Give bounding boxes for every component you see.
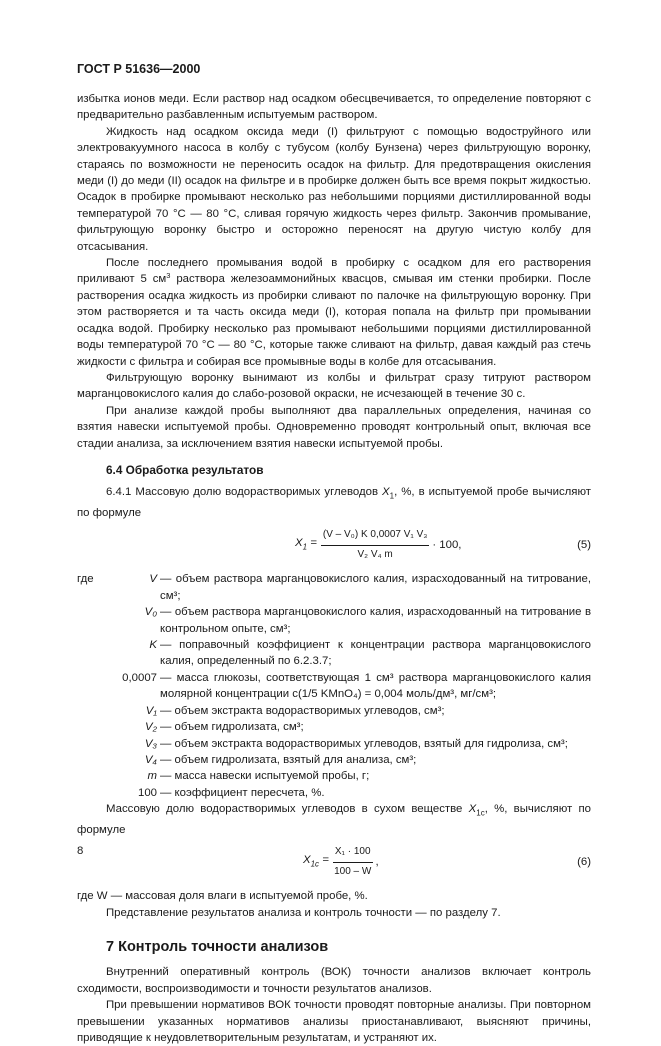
definition-symbol [77,752,160,768]
paragraph: Представление результатов анализа и контроль точности — по разделу 7. [106,906,501,919]
symbol: X [303,853,311,866]
section-heading-6-4: 6.4 Обработка результатов [106,462,264,477]
paragraph: Внутренний оперативный контроль (ВОК) точности анализов включает контроль сходимости, воспроизводимости и точности результатов анализов. [77,966,591,995]
definition-symbol [77,604,160,637]
formula-lhs [303,852,329,873]
text-run: , %, в испытуемой пробе вычисляют по формуле [77,486,591,520]
symbol: V₁ [145,704,157,717]
definition-text: — объем экстракта водорастворимых углеводов, см³; [160,704,445,717]
definition-text: — объем гидролизата, см³; [160,721,304,734]
definition-row [77,785,591,801]
formula-lhs [295,535,317,556]
definition-symbol [77,571,160,604]
section-heading-7: 7 Контроль точности анализов [106,939,329,956]
definition-text: — коэффициент пересчета, %. [160,786,325,799]
formula-body [303,844,379,880]
definition-text: — объем раствора марганцовокислого калия, израсходованный на титрование в контрольном опыте, см³; [160,606,591,635]
definition-text: — объем раствора марганцовокислого калия, израсходованный на титрование, см³; [160,573,591,602]
symbol: X [295,537,303,549]
symbol-definitions [77,571,591,801]
formula-5 [77,525,591,569]
equals: = [307,537,317,549]
definition-text: — объем экстракта водорастворимых углеводов, взятый для гидролиза, см³; [160,737,568,750]
definition-row [77,637,591,670]
subscript: 1c [310,859,320,869]
symbol: V₃ [144,737,157,750]
formula-6 [77,842,591,886]
symbol: X [468,803,477,816]
definition-text: — масса навески испытуемой пробы, г; [160,770,370,783]
symbol: V₂ [145,721,157,734]
where-word: где [77,573,94,586]
definition-row [77,571,591,604]
paragraph: Фильтрующую воронку вынимают из колбы и фильтрат сразу титруют раствором марганцовокислого калия до слабо-розовой окраски, не исчезающей в течение 30 с. [77,371,591,401]
definition-text: — поправочный коэффициент к концентрации раствора марганцовокислого калия, определенный по 6.2.3.7; [160,639,591,668]
denominator: V₂ V₄ m [357,548,393,560]
standard-header: ГОСТ Р 51636—2000 [77,62,201,76]
fraction [321,527,429,563]
fraction [333,844,373,880]
symbol: K [149,639,157,652]
paragraph [77,484,591,521]
paragraph [77,801,591,838]
subscript: 1c [476,808,485,818]
page-number: 8 [77,845,84,857]
definition-symbol [77,719,160,735]
definition-row [77,736,591,752]
definition-symbol [77,768,160,784]
paragraph: Жидкость над осадком оксида меди (I) фильтруют с помощью водоструйного или электровакуумного насоса в колбу с тубусом (колбу Бунзена) через фильтрующую воронку, стараясь по возможности не переносить осадок на фильтр. Для предотвращения окисления меди (I) до меди (II) осадок на фильтре и в пробирке должен быть все время покрыт жидкостью. Осадок в пробирке промывают несколько раз небольшими порциями дистиллированной воды температурой 70 °С — 80 °С, сливая горячую жидкость через фильтр. Закончив промывание, фильтрующую воронку быстро и осторожно переносят на другую чистую колбу для отсасывания. [77,125,591,253]
paragraph: При превышении нормативов ВОК точности проводят повторные анализы. При повторном превышении указанных нормативов анализы приостанавливают, выясняют причины, приводящие к неудовлетворительным результатам, и устраняют их. [77,999,591,1045]
text-run: Массовую долю водорастворимых углеводов в сухом веществе [106,803,469,816]
numerator: X₁ · 100 [333,844,373,862]
definition-text: — масса глюкозы, соответствующая 1 см³ раствора марганцовокислого калия молярной концентрации c(1/5 KMnO₄) = 0,004 моль/дм³, мг/см³; [160,671,591,701]
symbol: V₀ [144,606,157,619]
formula-number: (5) [577,539,591,552]
definition-symbol: 0,0007 [122,671,157,684]
definition-symbol [77,637,160,670]
text-run: , %, вычисляют по формуле [77,803,591,836]
definition-symbol [77,703,160,719]
formula-number: (6) [577,856,591,869]
superscript: 3 [166,271,171,281]
definition-row [77,719,591,735]
equals: = [319,853,329,866]
subscript: 1 [389,491,395,501]
definition-row [77,752,591,768]
formula-tail: , [375,855,379,868]
text-run: После последнего промывания водой в пробирку с осадком для его растворения приливают 5 см [77,257,591,286]
definition-text: — объем гидролизата, взятый для анализа, см³; [160,753,417,766]
definition-row [77,703,591,719]
text-run: 6.4.1 Массовую долю водорастворимых углеводов [106,486,383,499]
definition-symbol: 100 [137,786,157,799]
subscript: 1 [302,542,308,552]
paragraph: При анализе каждой пробы выполняют два параллельных определения, начиная со взятия навески испытуемой пробы. Одновременно проводят контрольный опыт, включая все стадии анализа, за исключением взятия навески испытуемой пробы. [77,404,591,450]
numerator: (V – V₀) K 0,0007 V₁ V₃ [321,527,429,545]
symbol: V₄ [144,753,157,766]
definition-row [77,768,591,784]
definition-row [77,670,591,703]
symbol: V [149,573,157,586]
definition-symbol [77,736,160,752]
paragraph [77,255,591,370]
document-body [77,91,591,1046]
symbol: m [147,770,157,783]
denominator: 100 – W [334,865,372,877]
text-run: раствора железоаммонийных квасцов, смывая им стенки пробирки. После растворения осадка жидкость из пробирки сливают по палочке на фильтрующую воронку. При этом растворяется и та часть оксида меди (I), которая попала на фильтр при промывании осадка водой. Пробирку несколько раз промывают небольшими порциями дистиллированной воды температурой 70 °С — 80 °С, которые также сливают на фильтр, давая каждый раз стечь жидкости с фильтра и собирая все промывные воды в колбе для отсасывания. [77,273,591,368]
symbol: X [382,486,390,499]
paragraph: где W — массовая доля влаги в испытуемой пробе, %. [77,890,368,903]
formula-tail: · 100, [432,539,462,552]
definition-row [77,604,591,637]
paragraph: избытка ионов меди. Если раствор над осадком обесцвечивается, то определение повторяют с предварительно разбавленным испытуемым раствором. [77,93,591,122]
formula-body [295,527,461,563]
